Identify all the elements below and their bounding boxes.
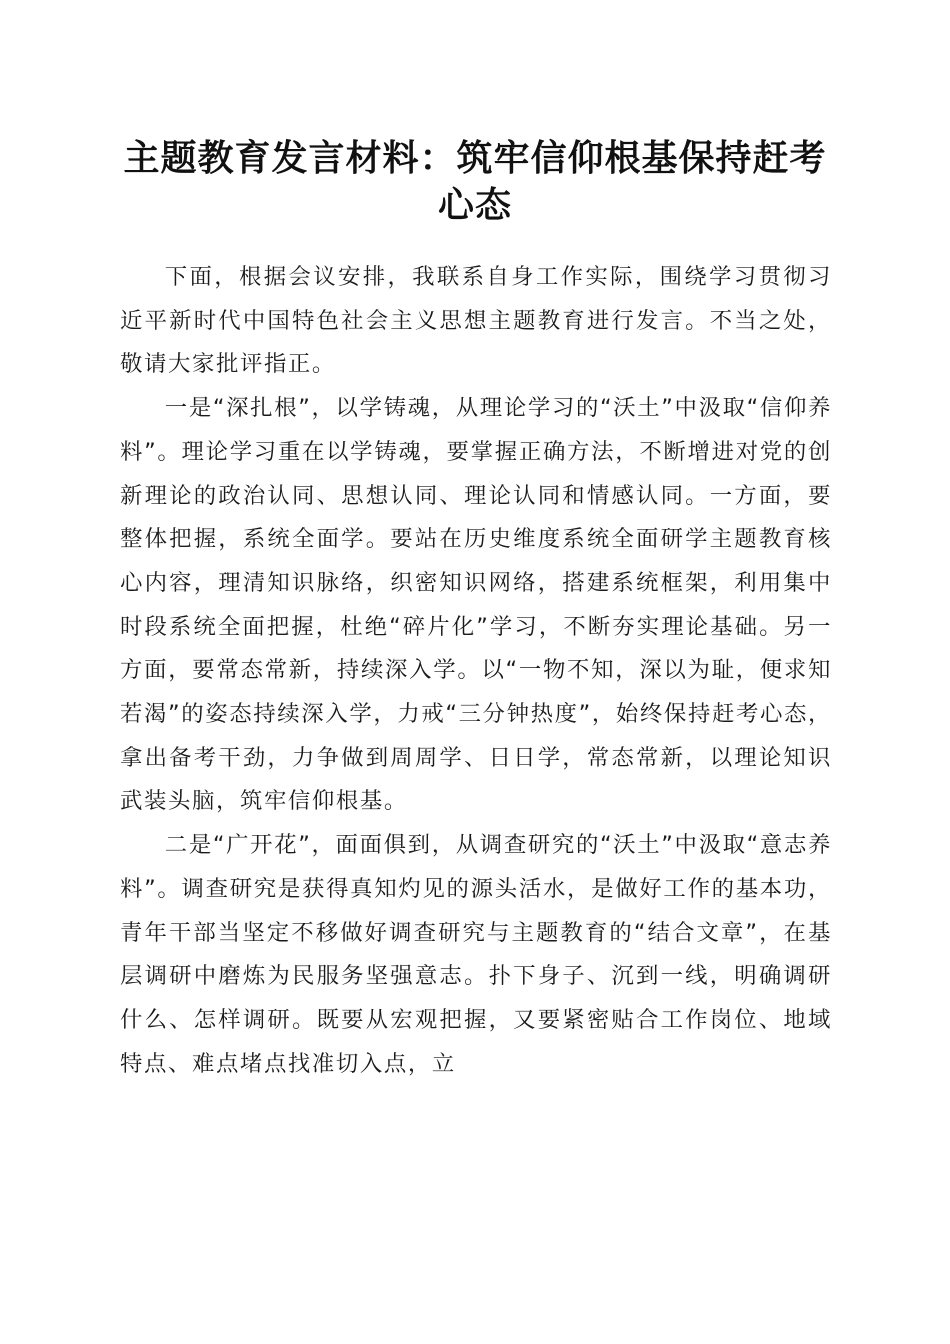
- document-title: 主题教育发言材料：筑牢信仰根基保持赶考心态: [123, 137, 827, 226]
- document-body: [120, 256, 832, 1086]
- paragraph-point-two: 二是“广开花”，面面俱到，从调查研究的“沃土”中汲取“意志养料”。调查研究是获得真知灼见的源头活水，是做好工作的基本功，青年干部当坚定不移做好调查研究与主题教育的“结合文章”，在基层调研中磨炼为民服务坚强意志。扑下身子、沉到一线，明确调研什么、怎样调研。既要从宏观把握，又要紧密贴合工作岗位、地域特点、难点堵点找准切入点，立: [120, 832, 832, 1077]
- paragraph-point-one: 一是“深扎根”，以学铸魂，从理论学习的“沃土”中汲取“信仰养料”。理论学习重在以学铸魂，要掌握正确方法，不断增进对党的创新理论的政治认同、思想认同、理论认同和情感认同。一方面，要整体把握，系统全面学。要站在历史维度系统全面研学主题教育核心内容，理清知识脉络，织密知识网络，搭建系统框架，利用集中时段系统全面把握，杜绝“碎片化”学习，不断夯实理论基础。另一方面，要常态常新，持续深入学。以“一物不知，深以为耻，便求知若渴”的姿态持续深入学，力戒“三分钟热度”，始终保持赶考心态，拿出备考干劲，力争做到周周学、日日学，常态常新，以理论知识武装头脑，筑牢信仰根基。: [120, 395, 832, 815]
- paragraph-intro: 下面，根据会议安排，我联系自身工作实际，围绕学习贯彻习近平新时代中国特色社会主义思想主题教育进行发言。不当之处，敬请大家批评指正。: [120, 264, 832, 378]
